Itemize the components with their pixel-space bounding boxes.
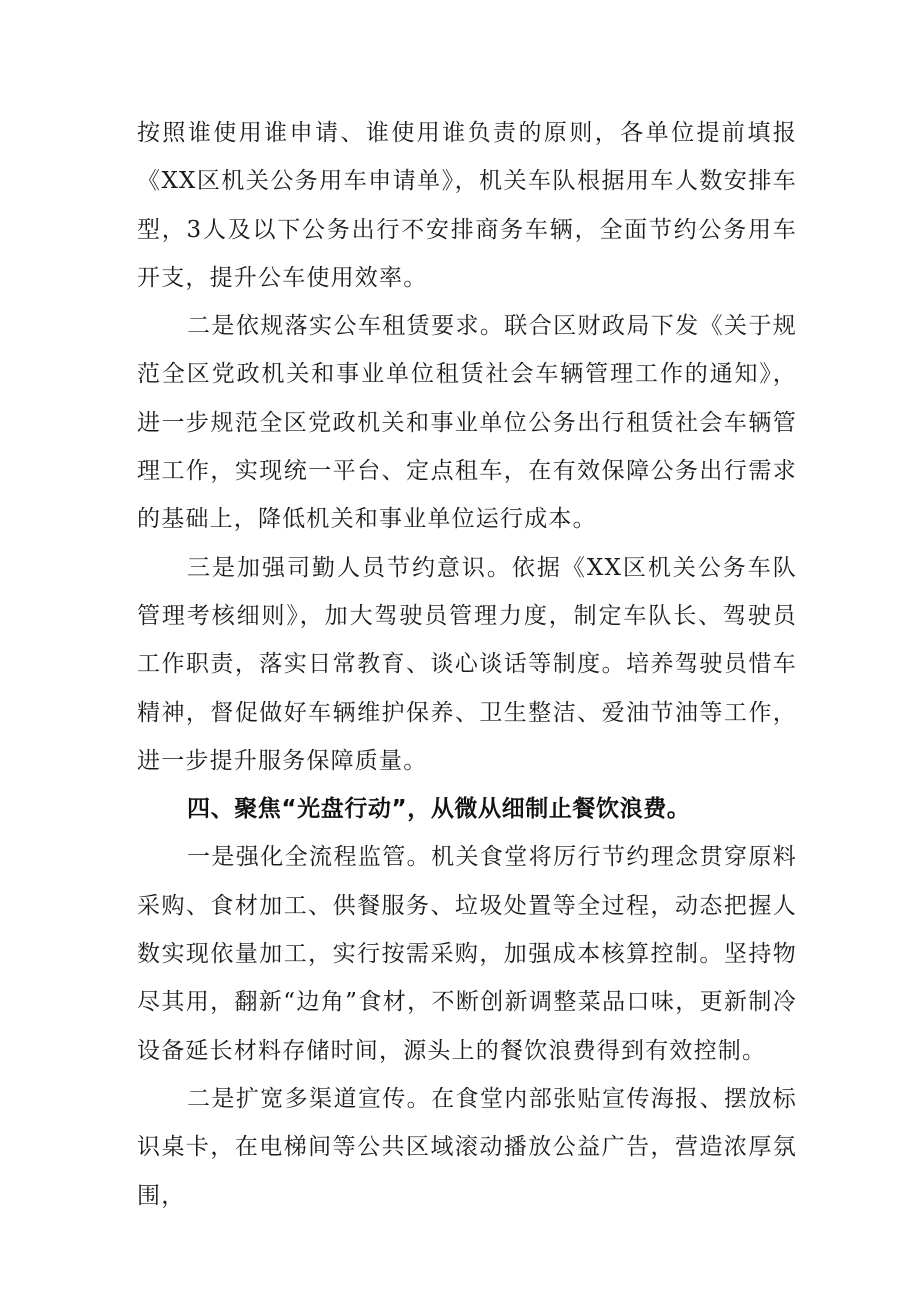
section-heading-clean-plate: 四、聚焦“光盘行动”，从微从细制止餐饮浪费。: [187, 796, 691, 823]
paragraph-driver-awareness: 三是加强司勤人员节约意识。依据《XX区机关公务车队管理考核细则》，加大驾驶员管理力度，制定车队长、驾驶员工作职责，落实日常教育、谈心谈话等制度。培养驾驶员惜车精神，督促做好车辆维护保养、卫生整洁、爱油节油等工作，进一步提升服务保障质量。: [137, 554, 797, 774]
document-body: [137, 109, 797, 1220]
paragraph-vehicle-application: 按照谁使用谁申请、谁使用谁负责的原则，各单位提前填报《XX区机关公务用车申请单》，机关车队根据用车人数安排车型，3人及以下公务出行不安排商务车辆，全面节约公务用车开支，提升公车使用效率。: [137, 120, 797, 291]
paragraph-vehicle-rental: 二是依规落实公车租赁要求。联合区财政局下发《关于规范全区党政机关和事业单位租赁社会车辆管理工作的通知》，进一步规范全区党政机关和事业单位公务出行租赁社会车辆管理工作，实现统一平台、定点租车，在有效保障公务出行需求的基础上，降低机关和事业单位运行成本。: [137, 313, 797, 533]
paragraph-publicity: 二是扩宽多渠道宣传。在食堂内部张贴宣传海报、摆放标识桌卡，在电梯间等公共区域滚动播放公益广告，营造浓厚氛围，: [137, 1085, 797, 1209]
paragraph-process-supervision: 一是强化全流程监管。机关食堂将厉行节约理念贯穿原料采购、食材加工、供餐服务、垃圾处置等全过程，动态把握人数实现依量加工，实行按需采购，加强成本核算控制。坚持物尽其用，翻新“边角”食材，不断创新调整菜品口味，更新制冷设备延长材料存储时间，源头上的餐饮浪费得到有效控制。: [137, 844, 797, 1064]
